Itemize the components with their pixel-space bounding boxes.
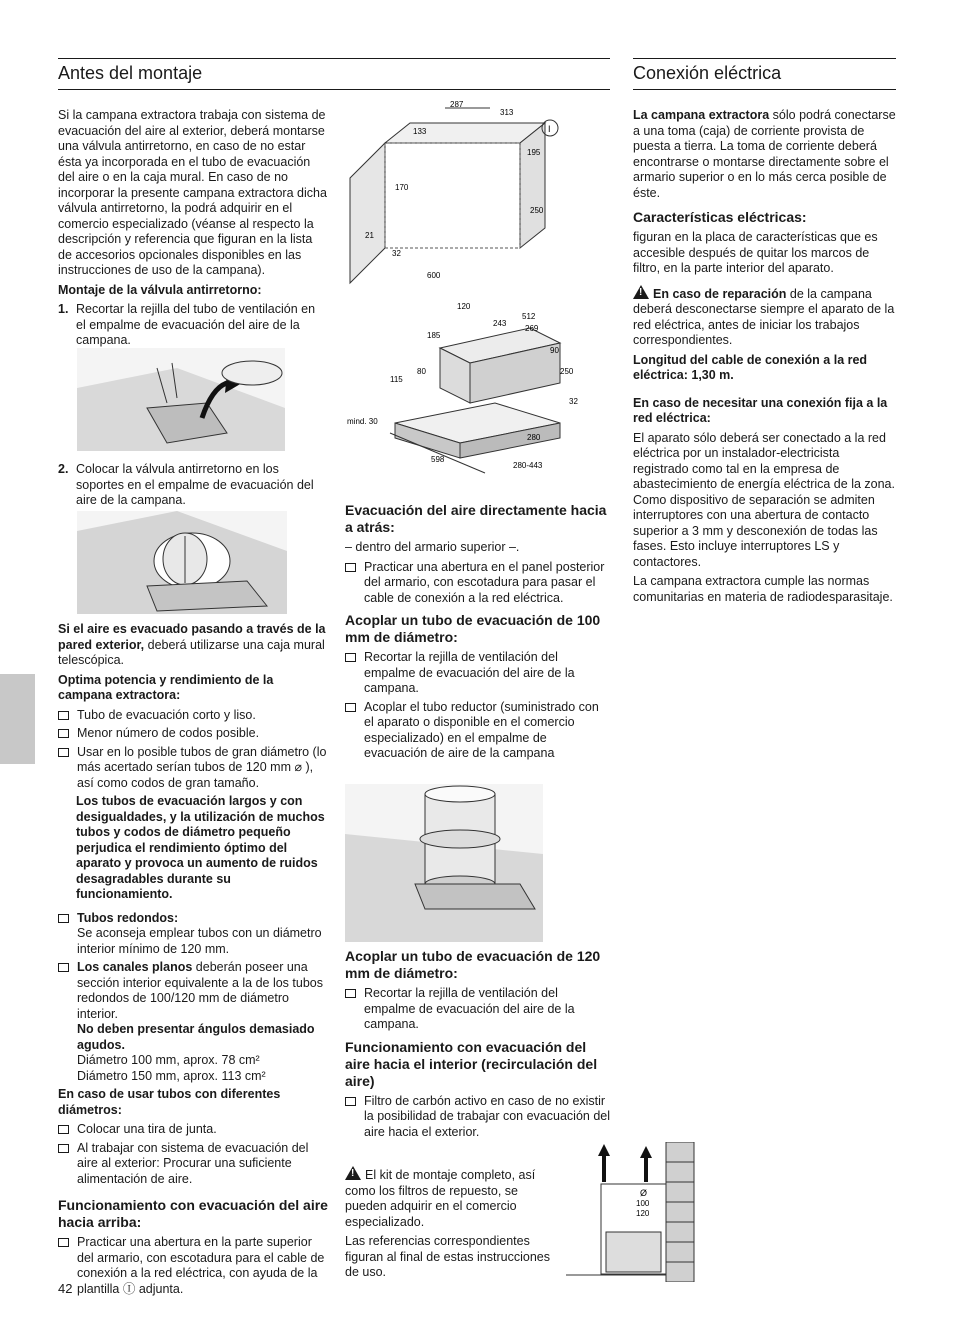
opt-1: Tubo de evacuación corto y liso. (58, 708, 328, 724)
round-tubes: Tubos redondos: Se aconseja emplear tubos con un diámetro interior mínimo de 120 mm. (58, 911, 328, 958)
left-column-3 (58, 622, 328, 1300)
dim-32: 32 (392, 249, 401, 258)
kit-text-2: Las referencias correspondientes figuran al final de estas instrucciones de uso. (345, 1234, 550, 1279)
svg-text:I: I (548, 124, 551, 134)
dim-32: 32 (569, 397, 578, 406)
right-title-rule (633, 58, 896, 59)
left-title-underline (58, 89, 610, 90)
dim-133: 133 (413, 127, 427, 136)
dim-512: 512 (522, 312, 536, 321)
dim-21: 21 (365, 231, 374, 240)
left-column-2 (58, 462, 328, 512)
intro-text: Si la campana extractora trabaja con sistema de evacuación del aire al exterior, deberá montarse una válvula antirretorno, en caso de no estar ésta ya incorporada en el tubo de evacuación del aire o en la caja mural. En caso de no incorporar la presente campana extractora dicha válvula antirretorno, la podrá adquirir en el comercio especializado (véanse al respecto la descripción y referencia que figuran en la lista de accesorios opcionales disponibles en las instrucciones de uso de la campana). (58, 108, 327, 277)
long-warning: Los tubos de evacuación largos y con desigualdades, y la utilización de muchos tubos y codos de diámetro pequeño perjudica el rendimiento óptimo del aparato y provoca un aumento de ruidos desagradables durante su funcionamiento. (76, 794, 325, 901)
dia-symbol: Ø (640, 1188, 648, 1198)
section-tab (0, 674, 35, 764)
char-heading: Características eléctricas: (633, 209, 807, 225)
dia-120: 120 (636, 1209, 650, 1218)
cable-length: Longitud del cable de conexión a la red eléctrica: 1,30 m. (633, 352, 868, 382)
dim-287: 287 (450, 100, 464, 109)
electric-intro: La campana extractora sólo podrá conectarse a una toma (caja) de corriente provista de puesta a tierra. La toma de corriente deberá encontrarse o montarse directamente sobre el armario superior o en lo más cerca posible de éste. (633, 108, 896, 200)
fixed-heading: En caso de necesitar una conexión fija a la red eléctrica: (633, 395, 888, 425)
dim-185: 185 (427, 331, 441, 340)
mid-column (345, 502, 610, 765)
kit-note (345, 1166, 557, 1285)
flat-channels: Los canales planos deberán poseer una sección interior equivalente a la de los tubos redondos de 100/120 mm de diámetro interior. No deben presentar ángulos demasiado agudos. Diámetro 100 mm, aprox. 78 cm² Diámetro 150 mm, aprox. 113 cm² (58, 960, 328, 1084)
dim-598: 598 (431, 455, 445, 464)
page-number: 42 (58, 1281, 73, 1296)
figure-valve (77, 511, 287, 614)
right-column (633, 108, 896, 609)
back-1: Practicar una abertura en el panel posterior del armario, con escotadura para pasar el cable de conexión a la red eléctrica. (345, 560, 610, 607)
dim-120: 120 (457, 302, 471, 311)
diagram-wall (566, 1142, 696, 1282)
repair-bold: En caso de reparación (653, 286, 787, 301)
recirc-heading: Funcionamiento con evacuación del aire hacia el interior (recirculación del aire) (345, 1038, 598, 1089)
up-1: Practicar una abertura en la parte superior del armario, con escotadura para el cable de conexión a la red eléctrica, con ayuda de la plantilla Ⓘ adjunta. (58, 1235, 328, 1297)
dim-280-443: 280-443 (513, 461, 543, 470)
dim-269: 269 (525, 324, 539, 333)
back-heading: Evacuación del aire directamente hacia a atrás: (345, 502, 607, 535)
warning-icon (345, 1166, 361, 1180)
dim-600: 600 (427, 271, 441, 280)
valve-heading: Montaje de la válvula antirretorno: (58, 282, 262, 297)
dim-313: 313 (500, 108, 514, 117)
optimize-heading: Optima potencia y rendimiento de la campana extractora: (58, 672, 274, 702)
dim-243: 243 (493, 319, 507, 328)
dim-280: 280 (527, 433, 541, 442)
t120-1: Recortar la rejilla de ventilación del empalme de evacuación del aire de la campana. (345, 986, 610, 1033)
eu-text: La campana extractora cumple las normas comunitarias en materia de radiodesparasitaje. (633, 574, 893, 604)
char-text: figuran en la placa de características que es accesible después de quitar los marcos de filtro, en la parte interior del aparato. (633, 230, 878, 275)
dim-250: 250 (560, 367, 574, 376)
opt-3: Usar en lo posible tubos de gran diámetro (lo más acertado serían tubos de 120 mm ⌀ ), así como codos de gran tamaño. (58, 745, 328, 792)
dim-195: 195 (527, 148, 541, 157)
dim-90: 90 (550, 346, 559, 355)
dia-100: 100 (636, 1199, 650, 1208)
dim-115: 115 (390, 375, 403, 384)
up-heading: Funcionamiento con evacuación del aire hacia arriba: (58, 1197, 328, 1230)
opt-2: Menor número de codos posible. (58, 726, 328, 742)
left-column (58, 108, 328, 352)
left-title: Antes del montaje (58, 63, 203, 83)
t120-heading: Acoplar un tubo de evacuación de 120 mm de diámetro: (345, 948, 601, 981)
t100-2: Acoplar el tubo reductor (suministrado con el aparato o disponible en el comercio especializado) en el empalme de evacuación de aire de la campana (345, 700, 610, 762)
dim-170: 170 (395, 183, 409, 192)
t100-heading: Acoplar un tubo de evacuación de 100 mm de diámetro: (345, 612, 601, 645)
wall-text: Si el aire es evacuado pasando a través de la pared exterior, deberá utilizarse una caja mural telescópica. (58, 622, 326, 667)
left-title-rule (58, 58, 610, 59)
step-2: 2. Colocar la válvula antirretorno en los soportes en el empalme de evacuación del aire de la campana. (58, 462, 314, 507)
figure-reducer-tube (345, 784, 543, 942)
diff-2: Al trabajar con sistema de evacuación del aire al exterior: Procurar una suficiente alimentación de aire. (58, 1141, 328, 1188)
diagram-hood (345, 298, 610, 498)
mid-column-2 (345, 948, 610, 1143)
dim-mind30: mind. 30 (347, 417, 378, 426)
kit-text: El kit de montaje completo, así como los filtros de repuesto, se pueden adquirir en el comercio especializado. (345, 1168, 536, 1229)
recirc-1: Filtro de carbón activo en caso de no existir la posibilidad de trabajar con evacuación del aire hacia el exterior. (345, 1094, 610, 1141)
dim-80: 80 (417, 367, 426, 376)
warning-icon (633, 285, 649, 299)
diff-1: Colocar una tira de junta. (58, 1122, 328, 1138)
step-1: 1. Recortar la rejilla del tubo de ventilación en el empalme de evacuación del aire de la campana. (58, 302, 316, 347)
right-title-underline (633, 89, 896, 90)
t100-1: Recortar la rejilla de ventilación del empalme de evacuación del aire de la campana. (345, 650, 610, 697)
diagram-cabinet (345, 98, 610, 288)
figure-cut-grille (77, 348, 285, 451)
right-title: Conexión eléctrica (633, 63, 782, 83)
repair-text: de la campana deberá desconectarse siempre el aparato de la red eléctrica, antes de iniciar los trabajos correspondientes. (633, 286, 895, 347)
fixed-text: El aparato sólo deberá ser conectado a la red eléctrica por un instalador-electricista registrado como tal en la empresa de abastecimiento de energía eléctrica de la zona. Como dispositivo de separación se admiten interruptores con una abertura de contacto superior a 3 mm y desconexión de todas las fases. Esto incluye interruptores LS y contactores. (633, 430, 895, 569)
back-sub: – dentro del armario superior –. (345, 540, 520, 554)
dim-250: 250 (530, 206, 544, 215)
diff-heading: En caso de usar tubos con diferentes diámetros: (58, 1087, 281, 1117)
